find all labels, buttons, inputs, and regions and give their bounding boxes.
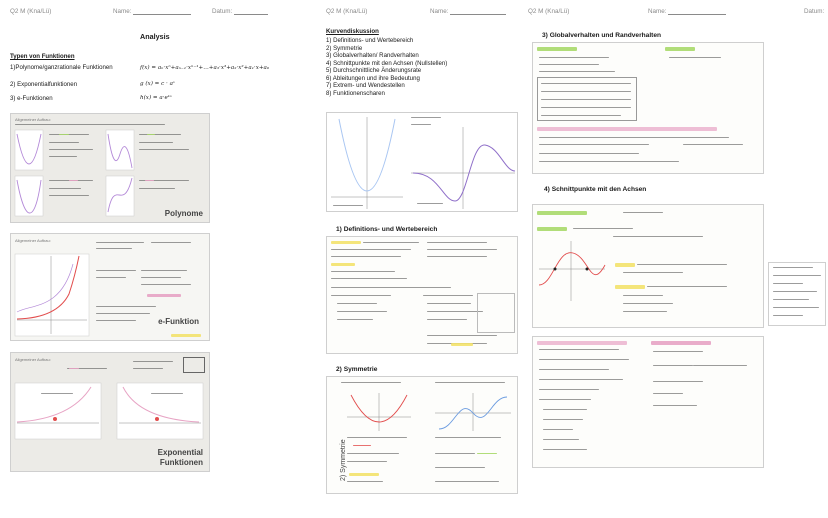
exponential-card-label-2: Funktionen <box>159 458 203 467</box>
exponential-card-label-1: Exponential <box>157 448 203 457</box>
e-funktion-card-label: e-Funktion <box>158 317 199 326</box>
kd-item-4: 4) Schnittpunkte mit den Achsen (Nullstellen) <box>326 59 448 67</box>
page-title: Analysis <box>140 32 170 41</box>
header-name-3: Name: <box>648 8 726 15</box>
section-2-title: 2) Symmetrie <box>336 366 378 373</box>
kd-item-8: 8) Funktionenscharen <box>326 89 385 97</box>
type-2-label: 2) Exponentialfunktionen <box>10 81 78 88</box>
header-name-2: Name: <box>430 8 506 15</box>
section-4-title: 4) Schnittpunkte mit den Achsen <box>544 186 647 193</box>
polynome-graphs <box>11 114 210 223</box>
kd-item-7: 7) Extrem- und Wendestellen <box>326 82 405 89</box>
example-graphs-card <box>326 112 518 212</box>
kd-item-3: 3) Globalverhalten/ Randverhalten <box>326 52 419 59</box>
symmetrie-graphs <box>327 377 518 494</box>
section-1-title: 1) Definitions- und Wertebereich <box>336 226 438 233</box>
polynome-card-label: Polynome <box>164 209 203 218</box>
symmetrie-card <box>326 376 518 494</box>
kurvendiskussion-heading: Kurvendiskussion <box>326 28 379 35</box>
section-3-title: 3) Globalverhalten und Randverhalten <box>542 32 662 39</box>
exponential-card-caption: Allgemeiner Aufbau: <box>15 357 51 362</box>
type-1-label: 1)Polynome/ganzrationale Funktionen <box>10 64 113 71</box>
type-3-formula: h(x) = a·eᵏˣ <box>140 95 172 101</box>
header-course-3: Q2 M (Kna/Lü) <box>528 8 570 15</box>
worksheet-page-1 <box>0 0 306 518</box>
worksheet-page-3 <box>528 0 828 518</box>
kd-item-2: 2) Symmetrie <box>326 44 363 52</box>
kd-item-6: 6) Ableitungen und ihre Bedeutung <box>326 74 420 82</box>
kd-item-1: 1) Definitions- und Wertebereich <box>326 37 414 44</box>
e-funktion-card <box>10 233 210 341</box>
type-3-label: 3) e-Funktionen <box>10 95 53 102</box>
polynome-card <box>10 113 210 223</box>
svg-text:2) Symmetrie: 2) Symmetrie <box>340 439 347 481</box>
e-funktion-card-caption: Allgemeiner Aufbau: <box>15 238 51 243</box>
kd-item-5: 5) Durchschnittliche Änderungsrate <box>326 67 422 74</box>
types-heading: Typen von Funktionen <box>10 53 75 60</box>
header-course-2: Q2 M (Kna/Lü) <box>326 8 368 15</box>
header-course: Q2 M (Kna/Lü) <box>10 8 52 15</box>
header-date-3: Datum: <box>804 8 825 15</box>
example-graphs <box>327 113 518 212</box>
header-date: Datum: <box>212 8 268 15</box>
type-2-formula: g (x) = c · aˣ <box>140 81 175 87</box>
type-1-formula: f(x) = aₙ·xⁿ+aₙ₋₁·xⁿ⁻¹+…+a₃·x³+a₂·x²+a₁·x+a₀ <box>140 65 270 71</box>
substitution-card <box>532 336 764 468</box>
definitions-card <box>326 236 518 354</box>
globalverhalten-card <box>532 42 764 174</box>
header-name: Name: <box>113 8 191 15</box>
schnittpunkte-graph <box>533 205 764 328</box>
worksheet-page-2 <box>322 0 528 518</box>
side-note-sheet <box>768 262 826 326</box>
polynome-card-caption: Allgemeiner Aufbau: <box>15 117 51 122</box>
exponential-card <box>10 352 210 472</box>
schnittpunkte-card <box>532 204 764 328</box>
